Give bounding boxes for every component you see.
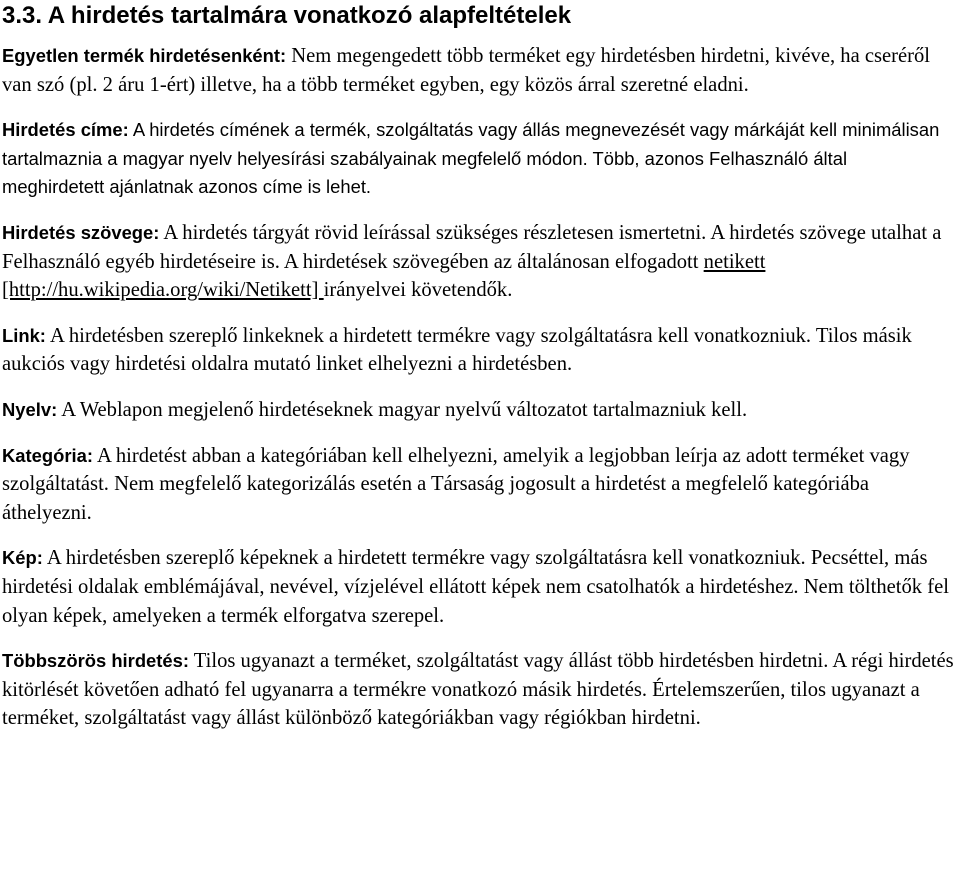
- paragraph-ad-body: [2, 219, 954, 305]
- section-heading: 3.3. A hirdetés tartalmára vonatkozó alapfeltételek: [2, 2, 572, 29]
- term-link: Link:: [2, 324, 46, 346]
- netiquette-link[interactable]: netikett [http://hu.wikipedia.org/wiki/Netikett]: [2, 250, 766, 302]
- term-multiple-ads: Többszörös hirdetés:: [2, 650, 189, 672]
- paragraph-single-product: [2, 42, 954, 99]
- term-image: Kép:: [2, 547, 43, 569]
- text-ad-body-after: irányelvei követendők.: [323, 279, 513, 302]
- paragraph-language: [2, 396, 954, 425]
- text-ad-body-before: A hirdetés tárgyát rövid leírással szükséges részletesen ismertetni. A hirdetés szövege utalhat a Felhasználó egyéb hirdetéseire is. A hirdetések szövegében az általánosan elfogadott: [2, 221, 942, 273]
- paragraph-multiple-ads: [2, 647, 954, 733]
- text-link: A hirdetésben szereplő linkeknek a hirdetett termékre vagy szolgáltatásra kell vonatkozniuk. Tilos másik aukciós vagy hirdetési oldalra mutató linket elhelyezni a hirdetésben.: [2, 324, 912, 376]
- paragraph-category: [2, 442, 954, 528]
- term-language: Nyelv:: [2, 398, 58, 420]
- paragraph-image: [2, 544, 954, 630]
- term-ad-title: Hirdetés címe:: [2, 119, 129, 141]
- text-category: A hirdetést abban a kategóriában kell elhelyezni, amelyik a legjobban leírja az adott terméket vagy szolgáltatást. Nem megfelelő kategorizálás esetén a Társaság jogosult a hirdetést a megfelelő kategóriába áthelyezni.: [2, 444, 910, 524]
- paragraph-link: [2, 322, 954, 379]
- term-single-product: Egyetlen termék hirdetésenként:: [2, 45, 287, 66]
- paragraph-ad-title: [2, 116, 954, 202]
- text-image: A hirdetésben szereplő képeknek a hirdetett termékre vagy szolgáltatásra kell vonatkozniuk. Pecséttel, más hirdetési oldalak emblémájával, nevével, vízjelével ellátott képek nem csatolhatók a hirdetéshez. Nem tölthetők fel olyan képek, amelyeken a termék elforgatva szerepel.: [2, 547, 949, 627]
- term-category: Kategória:: [2, 444, 93, 466]
- document-page: [2, 0, 954, 750]
- text-multiple-ads: Tilos ugyanazt a terméket, szolgáltatást vagy állást több hirdetésben hirdetni. A régi hirdetés kitörlését követően adható fel ugyanarra a termékre vonatkozó másik hirdetés. Értelemszerűen, tilos ugyanazt a terméket, szolgáltatást vagy állást különböző kategóriákban vagy régiókban hirdetni.: [2, 650, 954, 730]
- term-ad-body: Hirdetés szövege:: [2, 221, 160, 243]
- text-ad-title: A hirdetés címének a termék, szolgáltatás vagy állás megnevezését vagy márkáját kell minimálisan tartalmaznia a magyar nyelv helyesírási szabályainak megfelelő módon. Több, azonos Felhasználó által meghirdetett ajánlatnak azonos címe is lehet.: [2, 119, 940, 198]
- text-single-product: Nem megengedett több terméket egy hirdetésben hirdetni, kivéve, ha cseréről van szó (pl. 2 áru 1-ért) illetve, ha a több terméket egyben, egy közös árral szeretné eladni.: [2, 45, 931, 96]
- text-language: A Weblapon megjelenő hirdetéseknek magyar nyelvű változatot tartalmazniuk kell.: [57, 398, 748, 421]
